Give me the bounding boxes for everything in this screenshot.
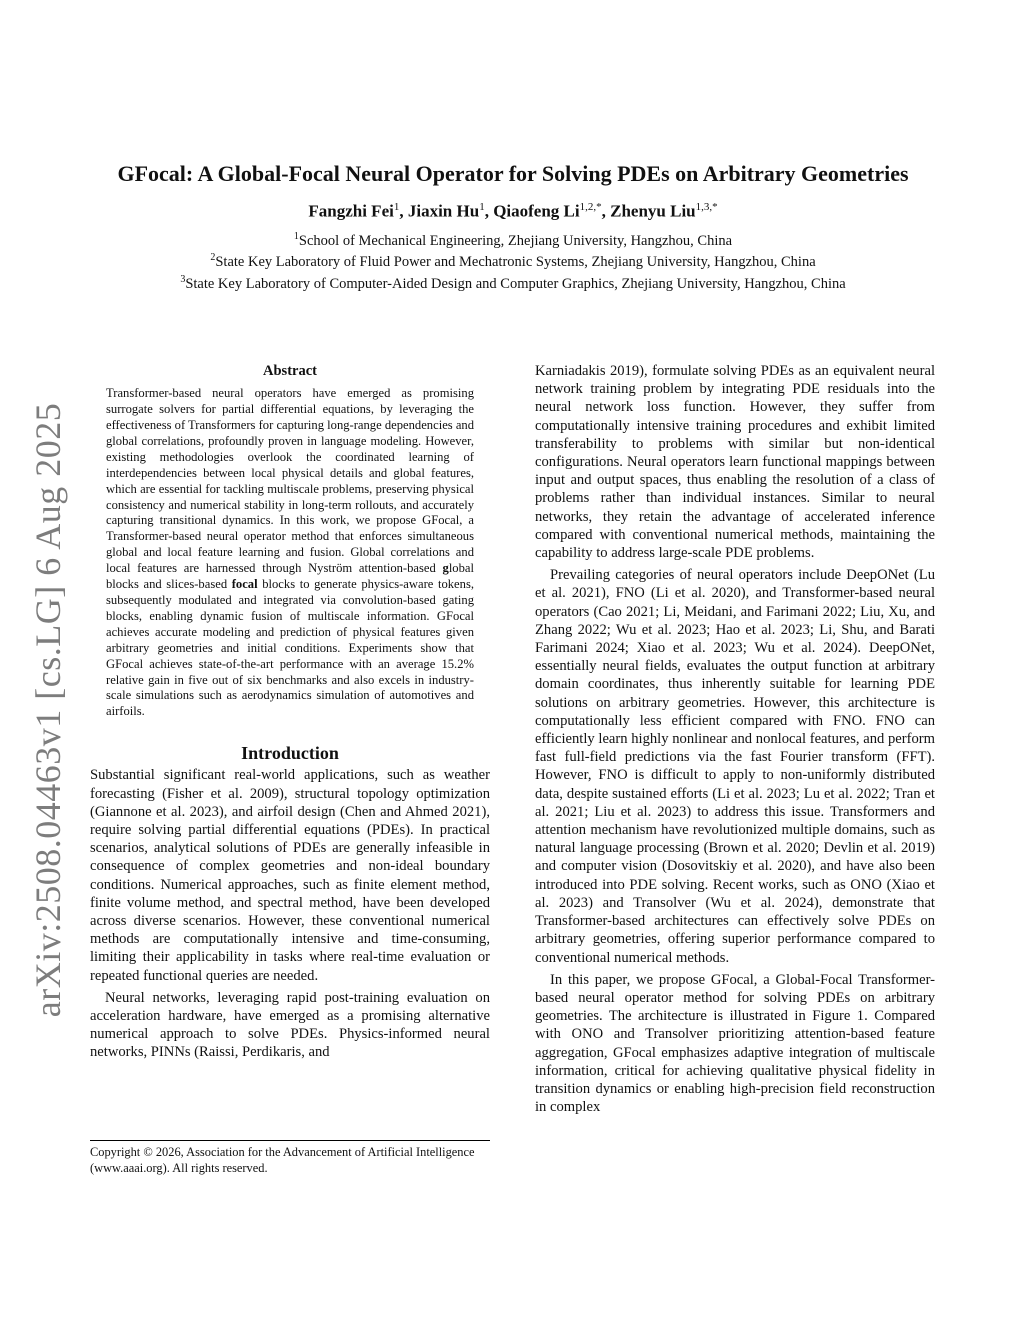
author-separator: , xyxy=(399,201,408,221)
introduction-heading: Introduction xyxy=(241,743,339,764)
author-affil-marker: 1 xyxy=(479,201,485,213)
author-list xyxy=(90,201,936,222)
intro-paragraph: Neural networks, leveraging rapid post-training evaluation on acceleration hardware, have emerged as a promising alternative numerical approach to solve PDEs. Physics-informed neural networks, PINNs (Raissi, Perdikaris, and xyxy=(90,989,490,1061)
author-affil-marker: 1 xyxy=(393,201,400,213)
affiliation-marker: 3 xyxy=(180,274,186,286)
affiliation-list xyxy=(90,228,936,293)
paper-title: GFocal: A Global-Focal Neural Operator for Solving PDEs on Arbitrary Geometries xyxy=(117,161,909,186)
affiliation-line xyxy=(90,271,936,293)
affiliation-marker: 2 xyxy=(210,252,216,264)
arxiv-identifier: arXiv:2508.04463v1 [cs.LG] 6 Aug 2025 xyxy=(28,402,68,1018)
affiliation-line xyxy=(90,228,936,250)
author-name: Fangzhi Fei xyxy=(308,201,394,221)
author-name: Qiaofeng Li xyxy=(493,201,580,221)
affiliation-marker: 1 xyxy=(293,230,299,242)
left-column xyxy=(90,362,490,1062)
author-name: Zhenyu Liu xyxy=(610,201,696,221)
abstract-body xyxy=(106,386,474,720)
author-name: Jiaxin Hu xyxy=(407,201,480,221)
body-paragraph: In this paper, we propose GFocal, a Global-Focal Transformer-based neural operator method for solving PDEs on arbitrary geometries. The architecture is illustrated in Figure 1. Compared with ONO and Transolver prioritizing attention-based feature aggregation, GFocal emphasizes adaptive integration of multiscale information, critical for achieving qualitative physical fidelity in transition dynamics or enabling high-precision field reconstruction in complex xyxy=(535,971,935,1116)
abstract-emphasis: g xyxy=(442,561,449,576)
abstract-text: lobal blocks and slices-based xyxy=(106,561,474,592)
author-affil-marker: 1,2,* xyxy=(579,201,602,213)
affiliation-text: State Key Laboratory of Computer-Aided Design and Computer Graphics, Zhejiang University, Hangzhou, China xyxy=(185,276,846,293)
abstract-heading: Abstract xyxy=(263,363,317,379)
author-affil-marker: 1,3,* xyxy=(695,201,718,213)
right-column xyxy=(535,362,935,1116)
paper-header xyxy=(90,160,936,293)
affiliation-text: School of Mechanical Engineering, Zhejiang University, Hangzhou, China xyxy=(298,232,733,249)
body-paragraph: Karniadakis 2019), formulate solving PDEs as an equivalent neural network training problem by integrating PDE residuals into the neural network loss function. However, they suffer from computationally intensive training procedures and exhibit limited transferability to problems with similar but non-identical configurations. Neural operators learn functional mappings between input and output spaces, thus enabling the resolution of a class of problems rather than individual instances. Similar to neural networks, they retain the advantage of accelerated inference compared with conventional numerical methods, maintaining the capability to address large-scale PDE problems. xyxy=(535,363,935,562)
body-paragraph: Prevailing categories of neural operators include DeepONet (Lu et al. 2021), FNO (Li et al. 2020), and Transformer-based neural operators (Cao 2021; Li, Meidani, and Farimani 2022; Liu, Xu, and Zhang 2022; Wu et al. 2023; Hao et al. 2023; Li, Shu, and Barati Farimani 2024; Xiao et al. 2023; Wu et al. 2024). DeepONet, essentially neural fields, evaluates the output function at arbitrary domain coordinates, thus inherently suitable for learning PDE solutions on arbitrary geometries. However, this architecture is computationally less efficient compared with FNO. FNO can efficiently learn highly nonlinear and nonlocal features, and perform fast full-field predictions via the fast Fourier transform (FFT). However, FNO is difficult to apply to non-uniformly distributed data, despite sustained efforts (Li et al. 2023; Lu et al. 2022; Tran et al. 2021; Liu et al. 2023) to address this issue. Transformers and attention mechanism have revolutionized multiple domains, such as natural language processing (Brown et al. 2020; Devlin et al. 2019) and computer vision (Dosovitskiy et al. 2020), and have also been introduced into PDE solving. Recent works, such as ONO (Xiao et al. 2023) and Transolver (Wu et al. 2024), demonstrate that Transformer-based architectures can effectively solve PDEs on arbitrary geometries, offering superior performance compared to conventional numerical methods. xyxy=(535,567,935,966)
author-separator: , xyxy=(601,201,611,221)
affiliation-line xyxy=(90,249,936,271)
copyright-footnote: Copyright © 2026, Association for the Advancement of Artificial Intelligence (www.aaai.org). All rights reserved. xyxy=(90,1140,490,1176)
abstract-emphasis: focal xyxy=(231,577,258,592)
abstract-text: Transformer-based neural operators have emerged as promising surrogate solvers for partial differential equations, by leveraging the effectiveness of Transformers for capturing long-range dependencies and global correlations, profoundly proven in language modeling. However, existing methodologies overlook the coordinated learning of interdependencies between local physical details and global features, which are essential for tackling multiscale problems, preserving physical consistency and numerical stability in long-term rollouts, and accurately capturing transitional dynamics. In this work, we propose GFocal, a Transformer-based neural operator method that enforces simultaneous global and local feature learning and fusion. Global correlations and local features are harnessed through Nyström attention-based xyxy=(106,386,475,576)
intro-paragraph: Substantial significant real-world applications, such as weather forecasting (Fisher et al. 2009), structural topology optimization (Giannone et al. 2023), and airfoil design (Chen and Ahmed 2021), require solving partial differential equations (PDEs). In practical scenarios, analytical solutions of PDEs are generally infeasible in consequence of complex geometries and non-ideal boundary conditions. Numerical approaches, such as finite element method, finite volume method, and spectral method, have been developed across diverse scenarios. However, these conventional numerical methods are computationally intensive and time-consuming, limiting their applicability in tasks where real-time evaluation or repeated functional queries are needed. xyxy=(90,767,490,984)
author-separator: , xyxy=(484,201,494,221)
abstract-text: blocks to generate physics-aware tokens, subsequently modulated and integrated via convolution-based gating blocks, enabling dynamic fusion of multiscale information. GFocal achieves accurate modeling and prediction of physical features given arbitrary geometries and initial conditions. Experiments show that GFocal achieves state-of-the-art performance with an average 15.2% relative gain in five out of six benchmarks and also excels in industry-scale simulations such as aerodynamics simulation of automotives and airfoils. xyxy=(106,577,474,719)
affiliation-text: State Key Laboratory of Fluid Power and Mechatronic Systems, Zhejiang University, Hangzhou, China xyxy=(215,254,816,271)
